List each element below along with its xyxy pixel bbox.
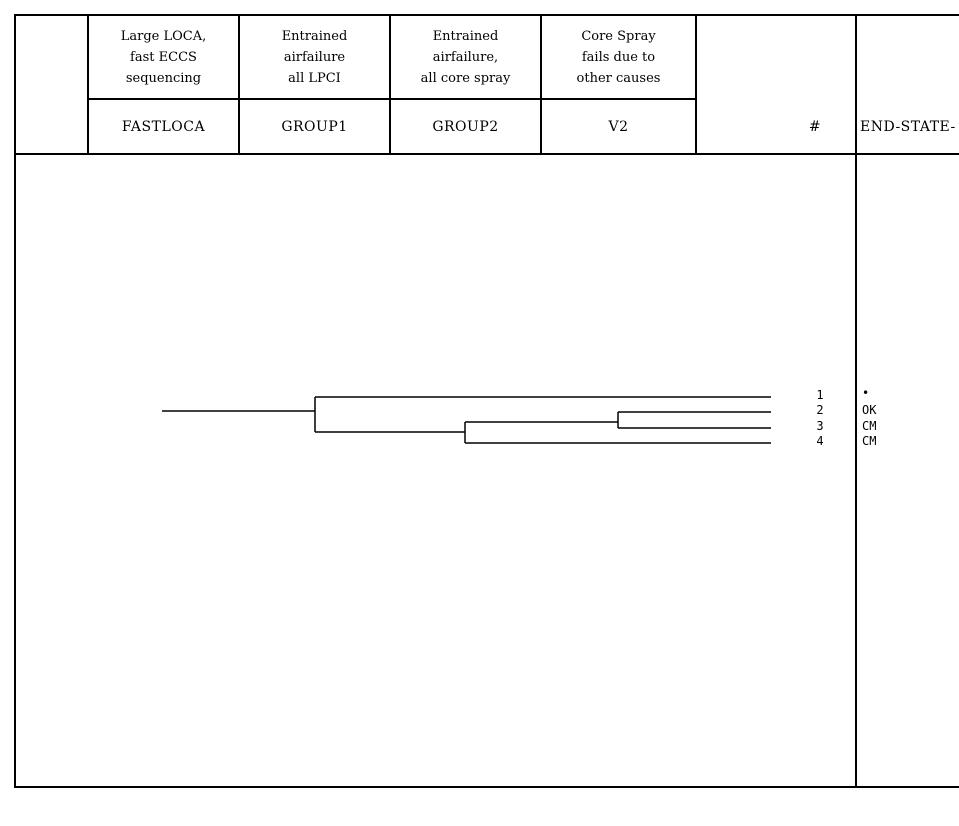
header-fastloca-code: FASTLOCA: [121, 118, 206, 135]
end-state-label: •: [862, 386, 870, 400]
sequence-number: 3: [816, 419, 824, 433]
end-state-label: OK: [862, 403, 877, 417]
header-group1-description: Entrained airfailure all LPCI: [281, 28, 348, 86]
end-state-label: CM: [862, 419, 877, 433]
header-v2-code: V2: [608, 118, 629, 135]
end-state-label: CM: [862, 434, 877, 448]
header-end-state: END-STATE-: [860, 118, 956, 135]
header-group2-code: GROUP2: [432, 118, 499, 135]
sequence-number: 1: [816, 388, 824, 402]
header-fastloca-description: Large LOCA, fast ECCS sequencing: [120, 28, 207, 86]
sequence-number: 2: [816, 403, 824, 417]
header-group2-description: Entrained airfailure, all core spray: [420, 28, 511, 86]
header-v2-description: Core Spray fails due to other causes: [576, 28, 661, 86]
sequence-number: 4: [816, 434, 824, 448]
header-sequence-number: #: [808, 118, 822, 135]
header-group1-code: GROUP1: [281, 118, 348, 135]
